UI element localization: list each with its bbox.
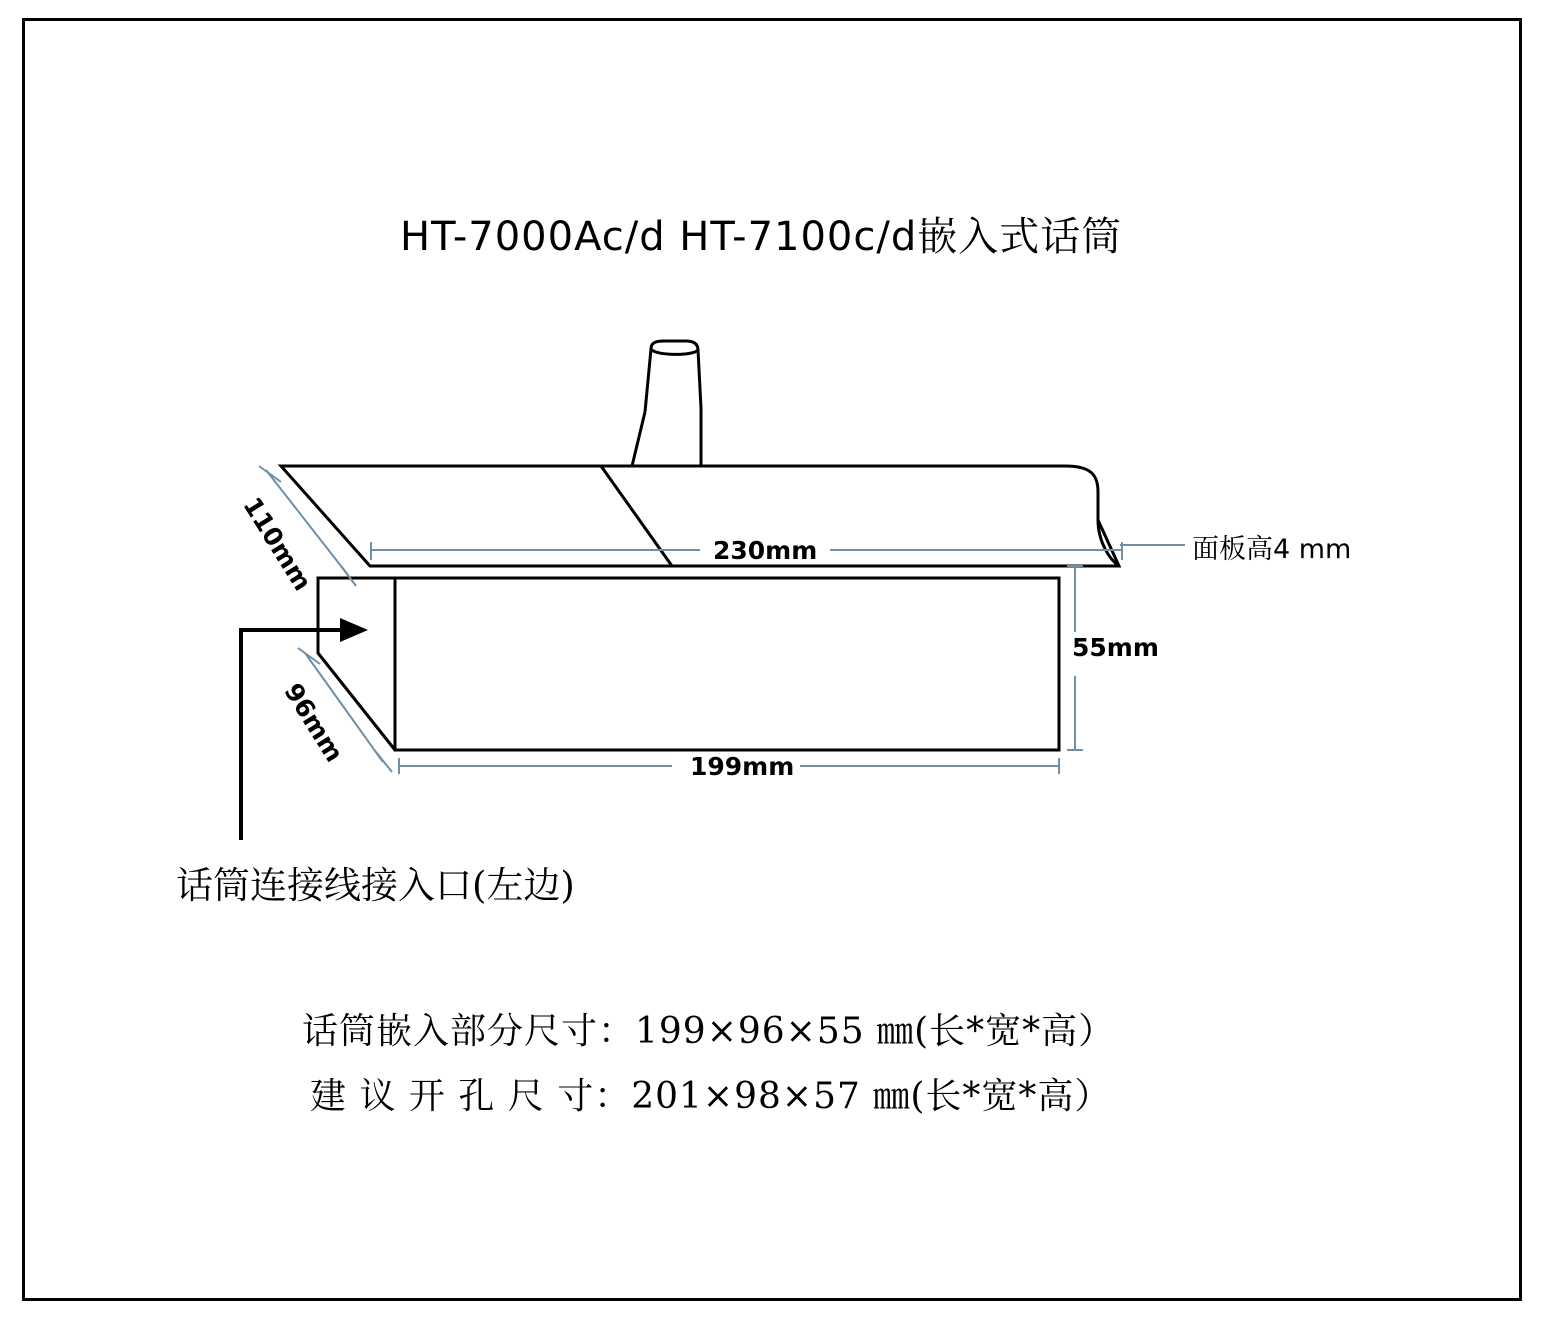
dimension-width-bottom: 199mm [690,752,795,781]
microphone-capsule [632,341,701,481]
dimension-depth-top: 110mm [237,492,318,596]
spec-cutout-size: 建 议 开 孔 尺 寸：201×98×57 ㎜(长*宽*高） [310,1076,1112,1117]
page-title: HT-7000Ac/d HT-7100c/d嵌入式话筒 [400,214,1123,260]
dimension-depth-bottom: 96mm [278,678,350,768]
callout-cable-port: 话筒连接线接入口(左边) [176,864,575,907]
dimension-width-top: 230mm [713,536,818,565]
unit-body-outline [281,466,1119,750]
dimension-panel-height: 面板高4 mm [1192,534,1352,565]
spec-embedded-size: 话筒嵌入部分尺寸：199×96×55 ㎜(长*宽*高） [302,1011,1116,1052]
dimension-height: 55mm [1072,633,1159,662]
